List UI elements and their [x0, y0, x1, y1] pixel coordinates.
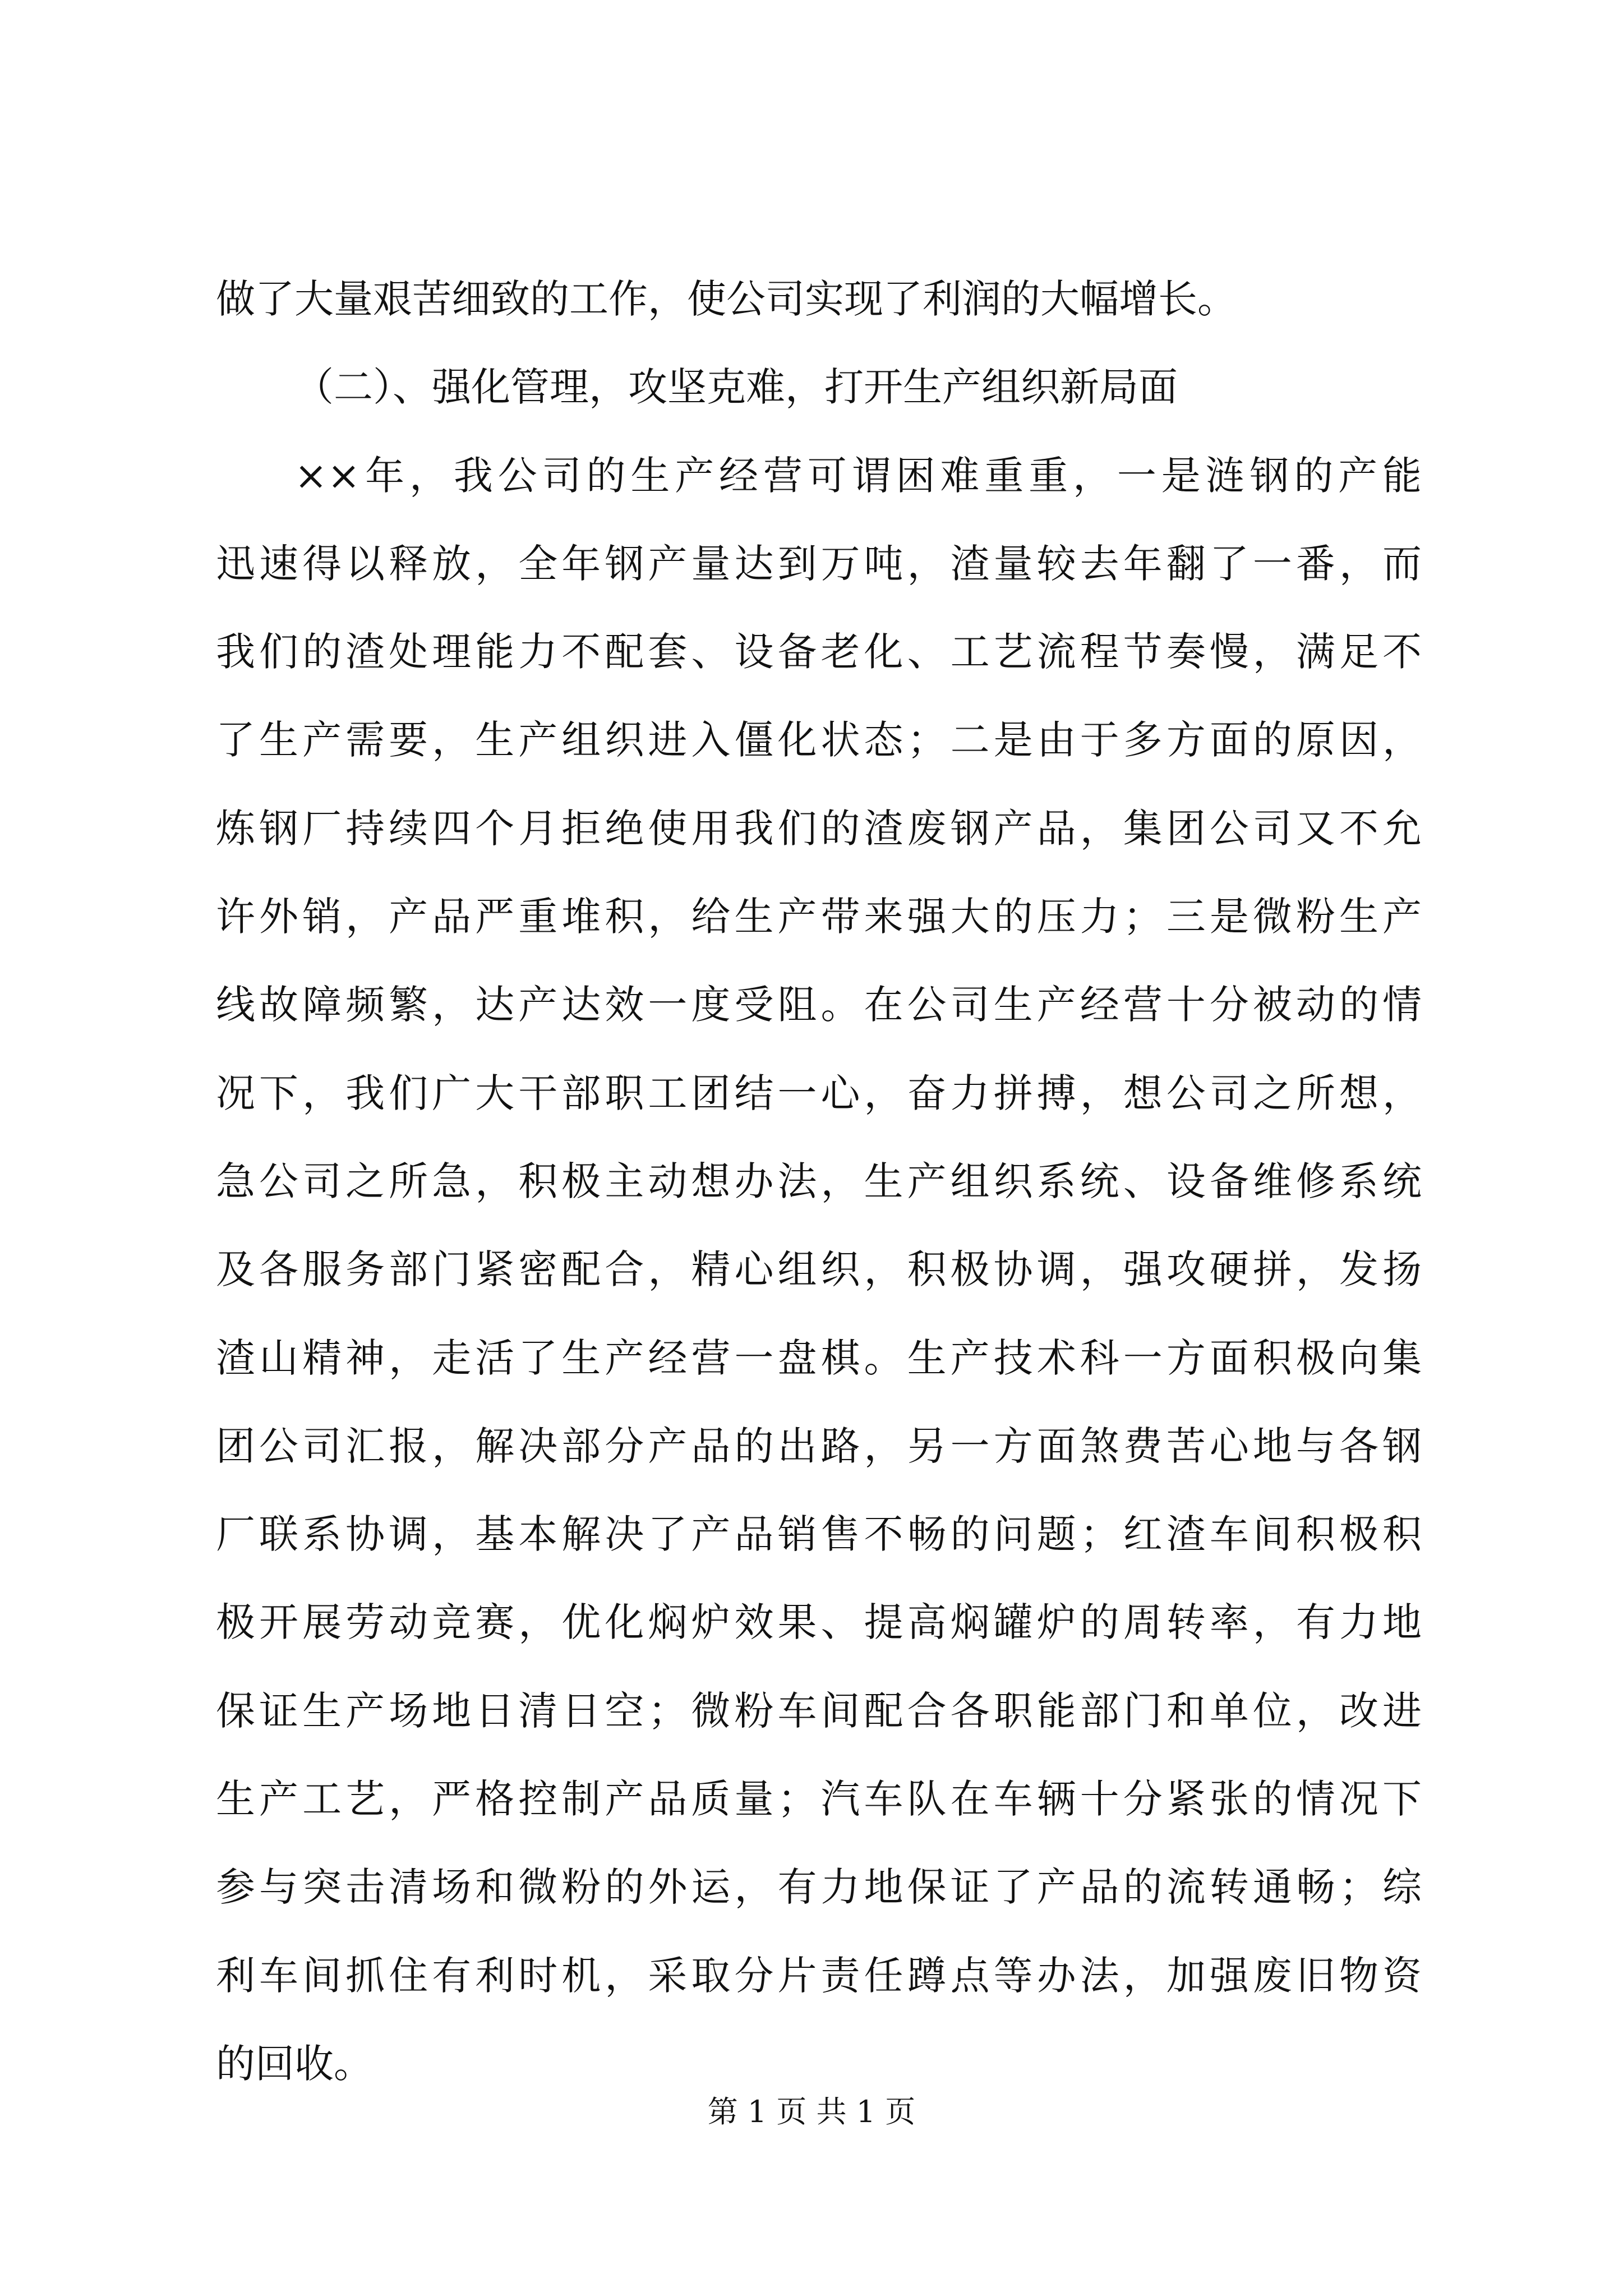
paragraph-line: 了生产需要，生产组织进入僵化状态；二是由于多方面的原因，: [216, 717, 1422, 763]
section-heading: （二）、强化管理，攻坚克难，打开生产组织新局面: [294, 364, 1178, 411]
paragraph-line: 极开展劳动竞赛，优化焖炉效果、提高焖罐炉的周转率，有力地: [216, 1599, 1422, 1646]
paragraph-line: 迅速得以释放，全年钢产量达到万吨，渣量较去年翻了一番，而: [216, 540, 1422, 587]
paragraph-line: 许外销，产品严重堆积，给生产带来强大的压力；三是微粉生产: [216, 894, 1422, 940]
paragraph-line: 况下，我们广大干部职工团结一心，奋力拼搏，想公司之所想，: [216, 1070, 1422, 1116]
paragraph-line: 及各服务部门紧密配合，精心组织，积极协调，强攻硬拼，发扬: [216, 1246, 1422, 1293]
paragraph-line: 的回收。: [216, 2040, 373, 2087]
page-footer: 第 1 页 共 1 页: [707, 2094, 916, 2129]
paragraph-line: 做了大量艰苦细致的工作，使公司实现了利润的大幅增长。: [216, 276, 1237, 322]
paragraph-line: 线故障频繁，达产达效一度受阻。在公司生产经营十分被动的情: [216, 982, 1422, 1028]
paragraph-line: 炼钢厂持续四个月拒绝使用我们的渣废钢产品，集团公司又不允: [216, 805, 1422, 852]
paragraph-line: 生产工艺，严格控制产品质量；汽车队在车辆十分紧张的情况下: [216, 1776, 1422, 1823]
paragraph-line: 参与突击清场和微粉的外运，有力地保证了产品的流转通畅；综: [216, 1864, 1422, 1911]
paragraph-line: 利车间抓住有利时机，采取分片责任蹲点等办法，加强废旧物资: [216, 1952, 1422, 1999]
paragraph-line: 我们的渣处理能力不配套、设备老化、工艺流程节奏慢，满足不: [216, 629, 1422, 675]
paragraph-line: ××年，我公司的生产经营可谓困难重重，一是涟钢的产能: [294, 452, 1422, 499]
paragraph-line: 厂联系协调，基本解决了产品销售不畅的问题；红渣车间积极积: [216, 1511, 1422, 1558]
body-text: [216, 255, 1422, 2108]
paragraph-line: 保证生产场地日清日空；微粉车间配合各职能部门和单位，改进: [216, 1687, 1422, 1734]
paragraph-line: 急公司之所急，积极主动想办法，生产组织系统、设备维修系统: [216, 1158, 1422, 1204]
paragraph-line: 团公司汇报，解决部分产品的出路，另一方面煞费苦心地与各钢: [216, 1423, 1422, 1469]
paragraph-line: 渣山精神，走活了生产经营一盘棋。生产技术科一方面积极向集: [216, 1335, 1422, 1381]
